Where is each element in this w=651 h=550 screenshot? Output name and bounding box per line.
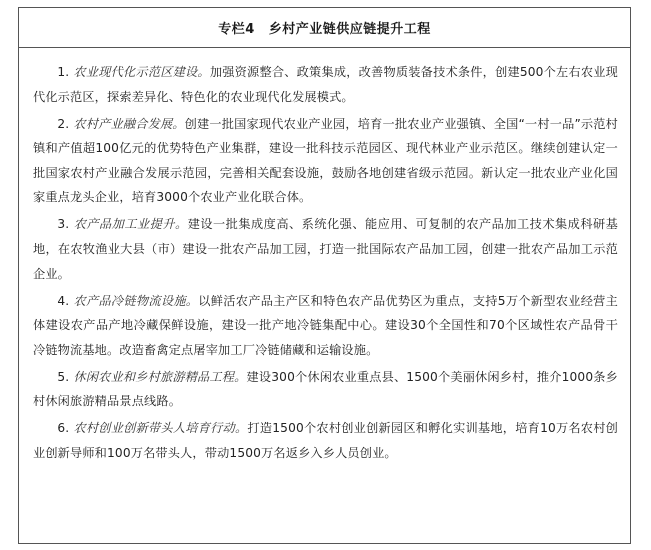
item-number: 6.	[57, 421, 70, 436]
item-heading: 农产品冷链物流设施。	[73, 293, 199, 308]
item-number: 5.	[57, 369, 70, 384]
item-number: 1.	[57, 65, 70, 79]
box-header	[19, 8, 630, 48]
list-item	[33, 60, 618, 109]
item-body: 加强资源整合、政策集成，改善物质装备技术条件，创建500个左右农业现代化示范区，探索差异化、特色化的农业现代化发展模式。	[33, 65, 618, 104]
box-title-prefix: 专栏4	[218, 22, 255, 37]
item-heading: 农村创业创新带头人培育行动。	[73, 421, 248, 436]
item-number: 4.	[57, 293, 70, 308]
item-heading: 农业现代化示范区建设。	[73, 65, 210, 79]
feature-box	[18, 7, 631, 544]
box-content	[19, 48, 630, 465]
item-body: 创建一批国家现代农业产业园，培育一批农业产业强镇、全国“一村一品”示范村镇和产值超100亿元的优势特色产业集群，建设一批科技示范园区、现代林业产业示范区。继续创建认定一批国家农村产业融合发展示范园，完善相关配套设施，鼓励各地创建省级示范园。新认定一批农业产业化国家重点龙头企业，培育3000个农业产业化联合体。	[33, 116, 618, 205]
item-body: 建设300个休闲农业重点县、1500个美丽休闲乡村，推介1000条乡村休闲旅游精品景点线路。	[33, 369, 618, 409]
list-item	[33, 416, 618, 465]
item-heading: 休闲农业和乡村旅游精品工程。	[73, 369, 247, 384]
list-item	[33, 289, 618, 363]
item-heading: 农村产业融合发展。	[73, 116, 185, 131]
item-body: 以鲜活农产品主产区和特色农产品优势区为重点，支持5万个新型农业经营主体建设农产品产地冷藏保鲜设施，建设一批产地冷链集配中心。建设30个全国性和70个区域性农产品骨干冷链物流基地。改造畜禽定点屠宰加工厂冷链储藏和运输设施。	[33, 293, 619, 357]
item-body: 建设一批集成度高、系统化强、能应用、可复制的农产品加工技术集成科研基地，在农牧渔业大县（市）建设一批农产品加工园，打造一批国际农产品加工园，创建一批农产品加工示范企业。	[33, 217, 618, 281]
item-body: 打造1500个农村创业创新园区和孵化实训基地，培育10万名农村创业创新导师和100万名带头人，带动1500万名返乡入乡人员创业。	[33, 421, 619, 460]
box-title	[218, 18, 431, 37]
item-number: 2.	[57, 116, 70, 131]
item-heading: 农产品加工业提升。	[73, 217, 188, 232]
list-item	[33, 365, 618, 414]
item-number: 3.	[57, 217, 70, 232]
list-item	[33, 212, 618, 286]
box-title-text: 乡村产业链供应链提升工程	[268, 22, 431, 37]
list-item	[33, 112, 618, 210]
